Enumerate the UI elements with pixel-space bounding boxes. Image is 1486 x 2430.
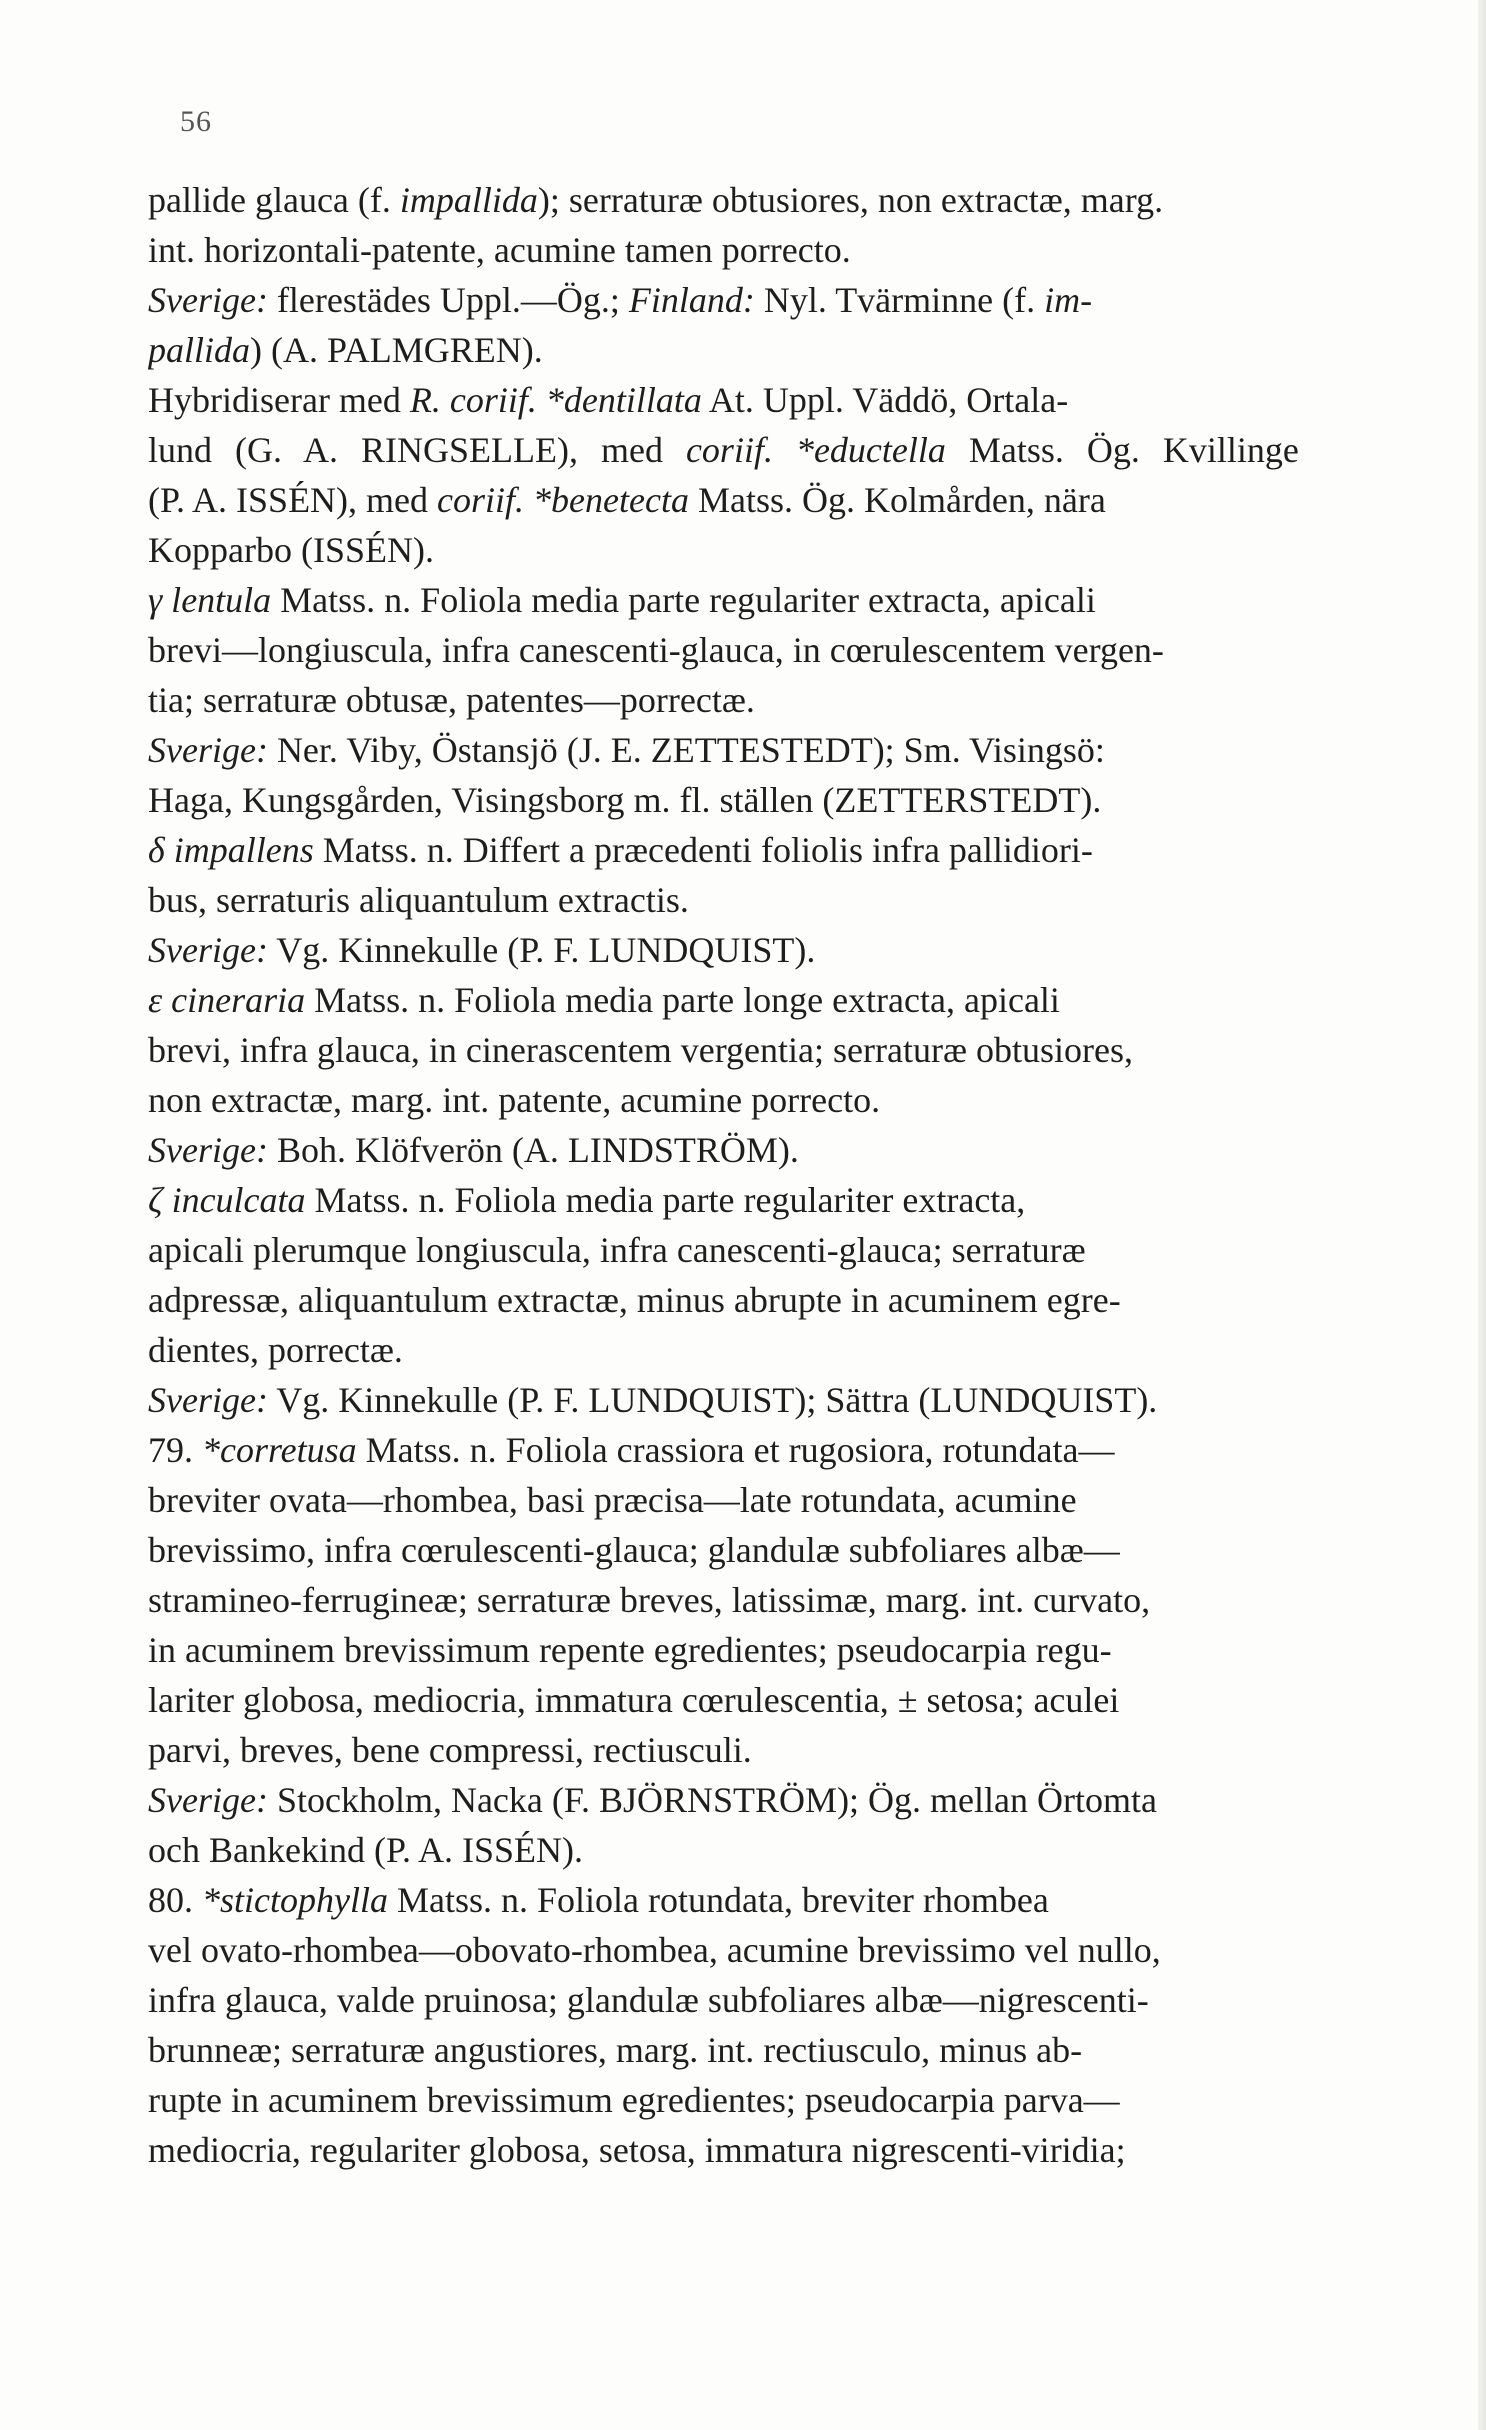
italic-text: Finland: bbox=[628, 280, 755, 320]
italic-text: Sverige: bbox=[148, 280, 268, 320]
text-line bbox=[148, 225, 1418, 275]
text-run: Kopparbo (ISSÉN). bbox=[148, 530, 434, 570]
text-run: parvi, breves, bene compressi, rectiusculi. bbox=[148, 1730, 752, 1770]
text-run: non extractæ, marg. int. patente, acumine porrecto. bbox=[148, 1080, 881, 1120]
italic-text: *corretusa bbox=[202, 1430, 357, 1470]
text-line bbox=[148, 1125, 1418, 1175]
text-run: apicali plerumque longiuscula, infra canescenti-glauca; serraturæ bbox=[148, 1230, 1086, 1270]
text-line bbox=[148, 475, 1418, 525]
text-line bbox=[148, 1825, 1418, 1875]
italic-text: Sverige: bbox=[148, 930, 268, 970]
text-line bbox=[148, 1625, 1418, 1675]
text-run: adpressæ, aliquantulum extractæ, minus abrupte in acuminem egre- bbox=[148, 1280, 1121, 1320]
italic-text: R. coriif. *dentillata bbox=[409, 380, 702, 420]
text-run: breviter ovata—rhombea, basi præcisa—late rotundata, acumine bbox=[148, 1480, 1077, 1520]
body-text bbox=[148, 175, 1418, 2175]
text-run: Matss. n. Foliola media parte regulariter extracta, bbox=[305, 1180, 1026, 1220]
text-line bbox=[148, 1575, 1418, 1625]
italic-text: impallida bbox=[399, 180, 538, 220]
text-run: brunneæ; serraturæ angustiores, marg. int. rectiusculo, minus ab- bbox=[148, 2030, 1083, 2070]
text-line bbox=[148, 525, 1418, 575]
text-line bbox=[148, 625, 1418, 675]
text-line bbox=[148, 575, 1418, 625]
text-run: 79. bbox=[148, 1430, 202, 1470]
text-run: rupte in acuminem brevissimum egredientes; pseudocarpia parva— bbox=[148, 2080, 1120, 2120]
text-line bbox=[148, 1975, 1418, 2025]
text-run: ); serraturæ obtusiores, non extractæ, marg. bbox=[537, 180, 1164, 220]
text-run: Boh. Klöfverön (A. LINDSTRÖM). bbox=[267, 1130, 799, 1170]
text-line bbox=[148, 1875, 1418, 1925]
italic-text: *stictophylla bbox=[202, 1880, 388, 1920]
italic-text: Sverige: bbox=[148, 1130, 268, 1170]
text-run: Matss. n. Foliola media parte regulariter extracta, apicali bbox=[271, 580, 1096, 620]
text-run: ) (A. PALMGREN). bbox=[250, 330, 543, 370]
text-run: Nyl. Tvärminne (f. bbox=[754, 280, 1045, 320]
text-run: lund (G. A. RINGSELLE), med bbox=[148, 430, 686, 470]
text-line bbox=[148, 2075, 1418, 2125]
text-run: 80. bbox=[148, 1880, 202, 1920]
text-run: Matss. n. Foliola rotundata, breviter rhombea bbox=[387, 1880, 1049, 1920]
text-line bbox=[148, 2025, 1418, 2075]
text-line bbox=[148, 1525, 1418, 1575]
text-run: Matss. n. Foliola crassiora et rugosiora, rotundata— bbox=[356, 1430, 1115, 1470]
text-line bbox=[148, 1175, 1418, 1225]
text-run: (P. A. ISSÉN), med bbox=[148, 480, 438, 520]
text-run: Matss. n. Differt a præcedenti foliolis infra pallidiori- bbox=[313, 830, 1093, 870]
text-run: Matss. Ög. Kvillinge bbox=[945, 430, 1299, 470]
page-edge bbox=[1478, 0, 1486, 2430]
text-line bbox=[148, 1725, 1418, 1775]
text-line bbox=[148, 1325, 1418, 1375]
italic-text: im- bbox=[1044, 280, 1093, 320]
text-line bbox=[148, 1775, 1418, 1825]
page-number: 56 bbox=[180, 105, 212, 138]
text-run: pallide glauca (f. bbox=[148, 180, 400, 220]
text-line bbox=[148, 275, 1418, 325]
text-line bbox=[148, 825, 1418, 875]
italic-text: ζ inculcata bbox=[148, 1180, 306, 1220]
text-line bbox=[148, 375, 1418, 425]
text-run: brevi—longiuscula, infra canescenti-glauca, in cœrulescentem vergen- bbox=[148, 630, 1164, 670]
text-run: bus, serraturis aliquantulum extractis. bbox=[148, 880, 689, 920]
text-run: Hybridiserar med bbox=[148, 380, 410, 420]
text-run: Haga, Kungsgården, Visingsborg m. fl. ställen (ZETTERSTEDT). bbox=[148, 780, 1102, 820]
text-run: och Bankekind (P. A. ISSÉN). bbox=[148, 1830, 583, 1870]
italic-text: Sverige: bbox=[148, 730, 268, 770]
text-line bbox=[148, 1275, 1418, 1325]
text-line bbox=[148, 925, 1418, 975]
text-line bbox=[148, 1225, 1418, 1275]
text-line bbox=[148, 1075, 1418, 1125]
italic-text: γ lentula bbox=[148, 580, 272, 620]
text-line bbox=[148, 175, 1418, 225]
text-line bbox=[148, 775, 1418, 825]
text-line bbox=[148, 425, 1418, 475]
text-run: brevissimo, infra cœrulescenti-glauca; glandulæ subfoliares albæ— bbox=[148, 1530, 1120, 1570]
text-run: int. horizontali-patente, acumine tamen porrecto. bbox=[148, 230, 851, 270]
text-run: mediocria, regulariter globosa, setosa, immatura nigrescenti-viridia; bbox=[148, 2130, 1126, 2170]
text-line bbox=[148, 725, 1418, 775]
text-run: flerestädes Uppl.—Ög.; bbox=[267, 280, 629, 320]
text-line bbox=[148, 1675, 1418, 1725]
text-line bbox=[148, 2125, 1418, 2175]
text-line bbox=[148, 1925, 1418, 1975]
text-line bbox=[148, 1475, 1418, 1525]
text-run: Vg. Kinnekulle (P. F. LUNDQUIST). bbox=[267, 930, 816, 970]
text-run: Vg. Kinnekulle (P. F. LUNDQUIST); Sättra (LUNDQUIST). bbox=[267, 1380, 1158, 1420]
text-run: Stockholm, Nacka (F. BJÖRNSTRÖM); Ög. mellan Örtomta bbox=[267, 1780, 1157, 1820]
text-line bbox=[148, 1425, 1418, 1475]
text-run: Matss. Ög. Kolmården, nära bbox=[688, 480, 1106, 520]
italic-text: coriif. *benetecta bbox=[437, 480, 689, 520]
text-run: vel ovato-rhombea—obovato-rhombea, acumine brevissimo vel nullo, bbox=[148, 1930, 1161, 1970]
text-run: stramineo-ferrugineæ; serraturæ breves, latissimæ, marg. int. curvato, bbox=[148, 1580, 1151, 1620]
italic-text: ε cineraria bbox=[148, 980, 306, 1020]
italic-text: pallida bbox=[148, 330, 251, 370]
text-run: in acuminem brevissimum repente egredientes; pseudocarpia regu- bbox=[148, 1630, 1112, 1670]
text-run: dientes, porrectæ. bbox=[148, 1330, 403, 1370]
text-run: tia; serraturæ obtusæ, patentes—porrectæ. bbox=[148, 680, 755, 720]
text-run: Matss. n. Foliola media parte longe extracta, apicali bbox=[305, 980, 1060, 1020]
text-run: At. Uppl. Väddö, Ortala- bbox=[701, 380, 1069, 420]
text-line bbox=[148, 1375, 1418, 1425]
italic-text: δ impallens bbox=[148, 830, 314, 870]
italic-text: Sverige: bbox=[148, 1780, 268, 1820]
text-line bbox=[148, 325, 1418, 375]
text-line bbox=[148, 675, 1418, 725]
italic-text: coriif. *eductella bbox=[685, 430, 946, 470]
text-run: Ner. Viby, Östansjö (J. E. ZETTESTEDT); Sm. Visingsö: bbox=[267, 730, 1105, 770]
text-line bbox=[148, 875, 1418, 925]
text-line bbox=[148, 1025, 1418, 1075]
text-run: brevi, infra glauca, in cinerascentem vergentia; serraturæ obtusiores, bbox=[148, 1030, 1133, 1070]
text-run: lariter globosa, mediocria, immatura cœrulescentia, ± setosa; aculei bbox=[148, 1680, 1120, 1720]
italic-text: Sverige: bbox=[148, 1380, 268, 1420]
text-line bbox=[148, 975, 1418, 1025]
text-run: infra glauca, valde pruinosa; glandulæ subfoliares albæ—nigrescenti- bbox=[148, 1980, 1149, 2020]
